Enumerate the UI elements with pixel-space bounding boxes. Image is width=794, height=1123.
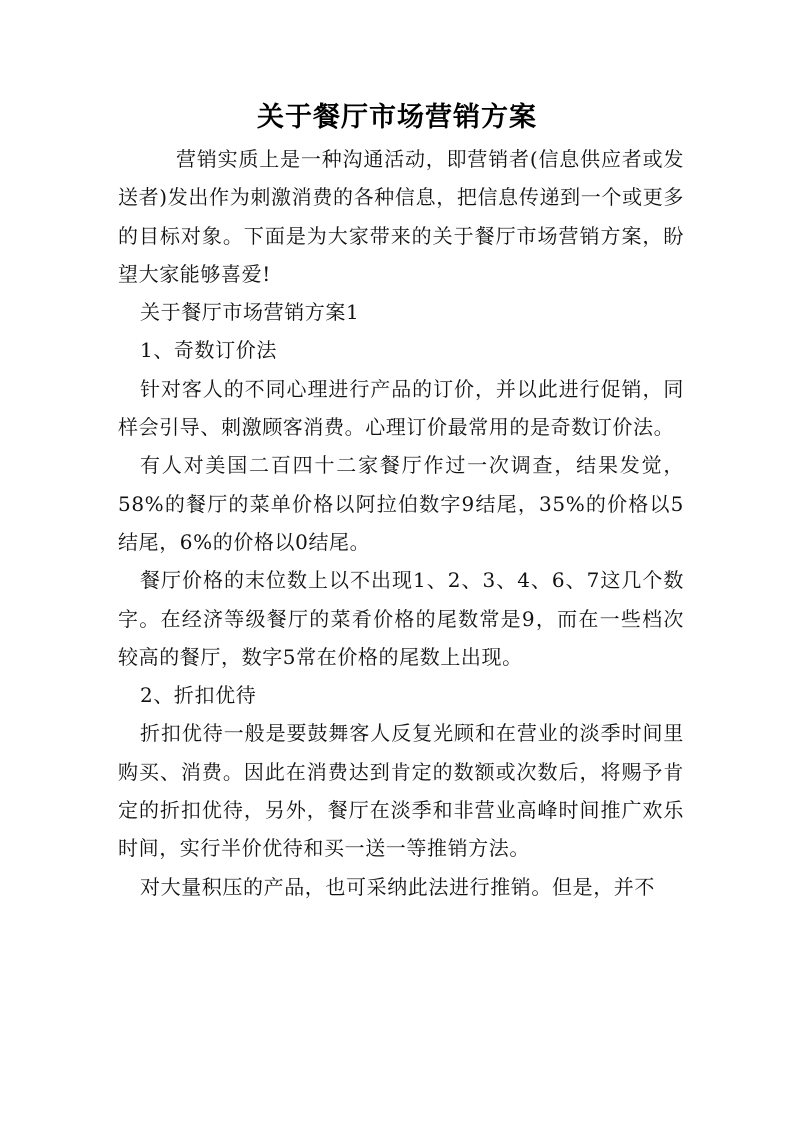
document-body [118, 140, 684, 906]
heading-odd-pricing: 1、奇数订价法 [140, 338, 277, 363]
paragraph-discount: 折扣优待一般是要鼓舞客人反复光顾和在营业的淡季时间里购买、消费。因此在消费达到肯定的数额或次数后，将赐予肯定的折扣优待，另外，餐厅在淡季和非营业高峰时间推广欢乐时间，实行半价优待和买一送一等推销方法。 [118, 721, 684, 861]
paragraph-survey: 有人对美国二百四十二家餐厅作过一次调查，结果发觉，58%的餐厅的菜单价格以阿拉伯数字9结尾，35%的价格以5结尾，6%的价格以0结尾。 [118, 453, 684, 554]
intro-paragraph: 营销实质上是一种沟通活动，即营销者(信息供应者或发送者)发出作为刺激消费的各种信息，把信息传递到一个或更多的目标对象。下面是为大家带来的关于餐厅市场营销方案，盼望大家能够喜爱! [118, 147, 684, 286]
heading-discount: 2、折扣优待 [140, 683, 257, 708]
section-title: 关于餐厅市场营销方案1 [140, 300, 360, 325]
paragraph-overstock: 对大量积压的产品，也可采纳此法进行推销。但是，并不 [140, 874, 655, 899]
paragraph-price-digits: 餐厅价格的末位数上以不出现1、2、3、4、6、7这几个数字。在经济等级餐厅的菜肴价格的尾数常是9，而在一些档次较高的餐厅，数字5常在价格的尾数上出现。 [118, 568, 684, 669]
paragraph-odd-pricing: 针对客人的不同心理进行产品的订价，并以此进行促销，同样会引导、刺激顾客消费。心理订价最常用的是奇数订价法。 [118, 376, 684, 440]
document-title: 关于餐厅市场营销方案 [257, 102, 537, 133]
